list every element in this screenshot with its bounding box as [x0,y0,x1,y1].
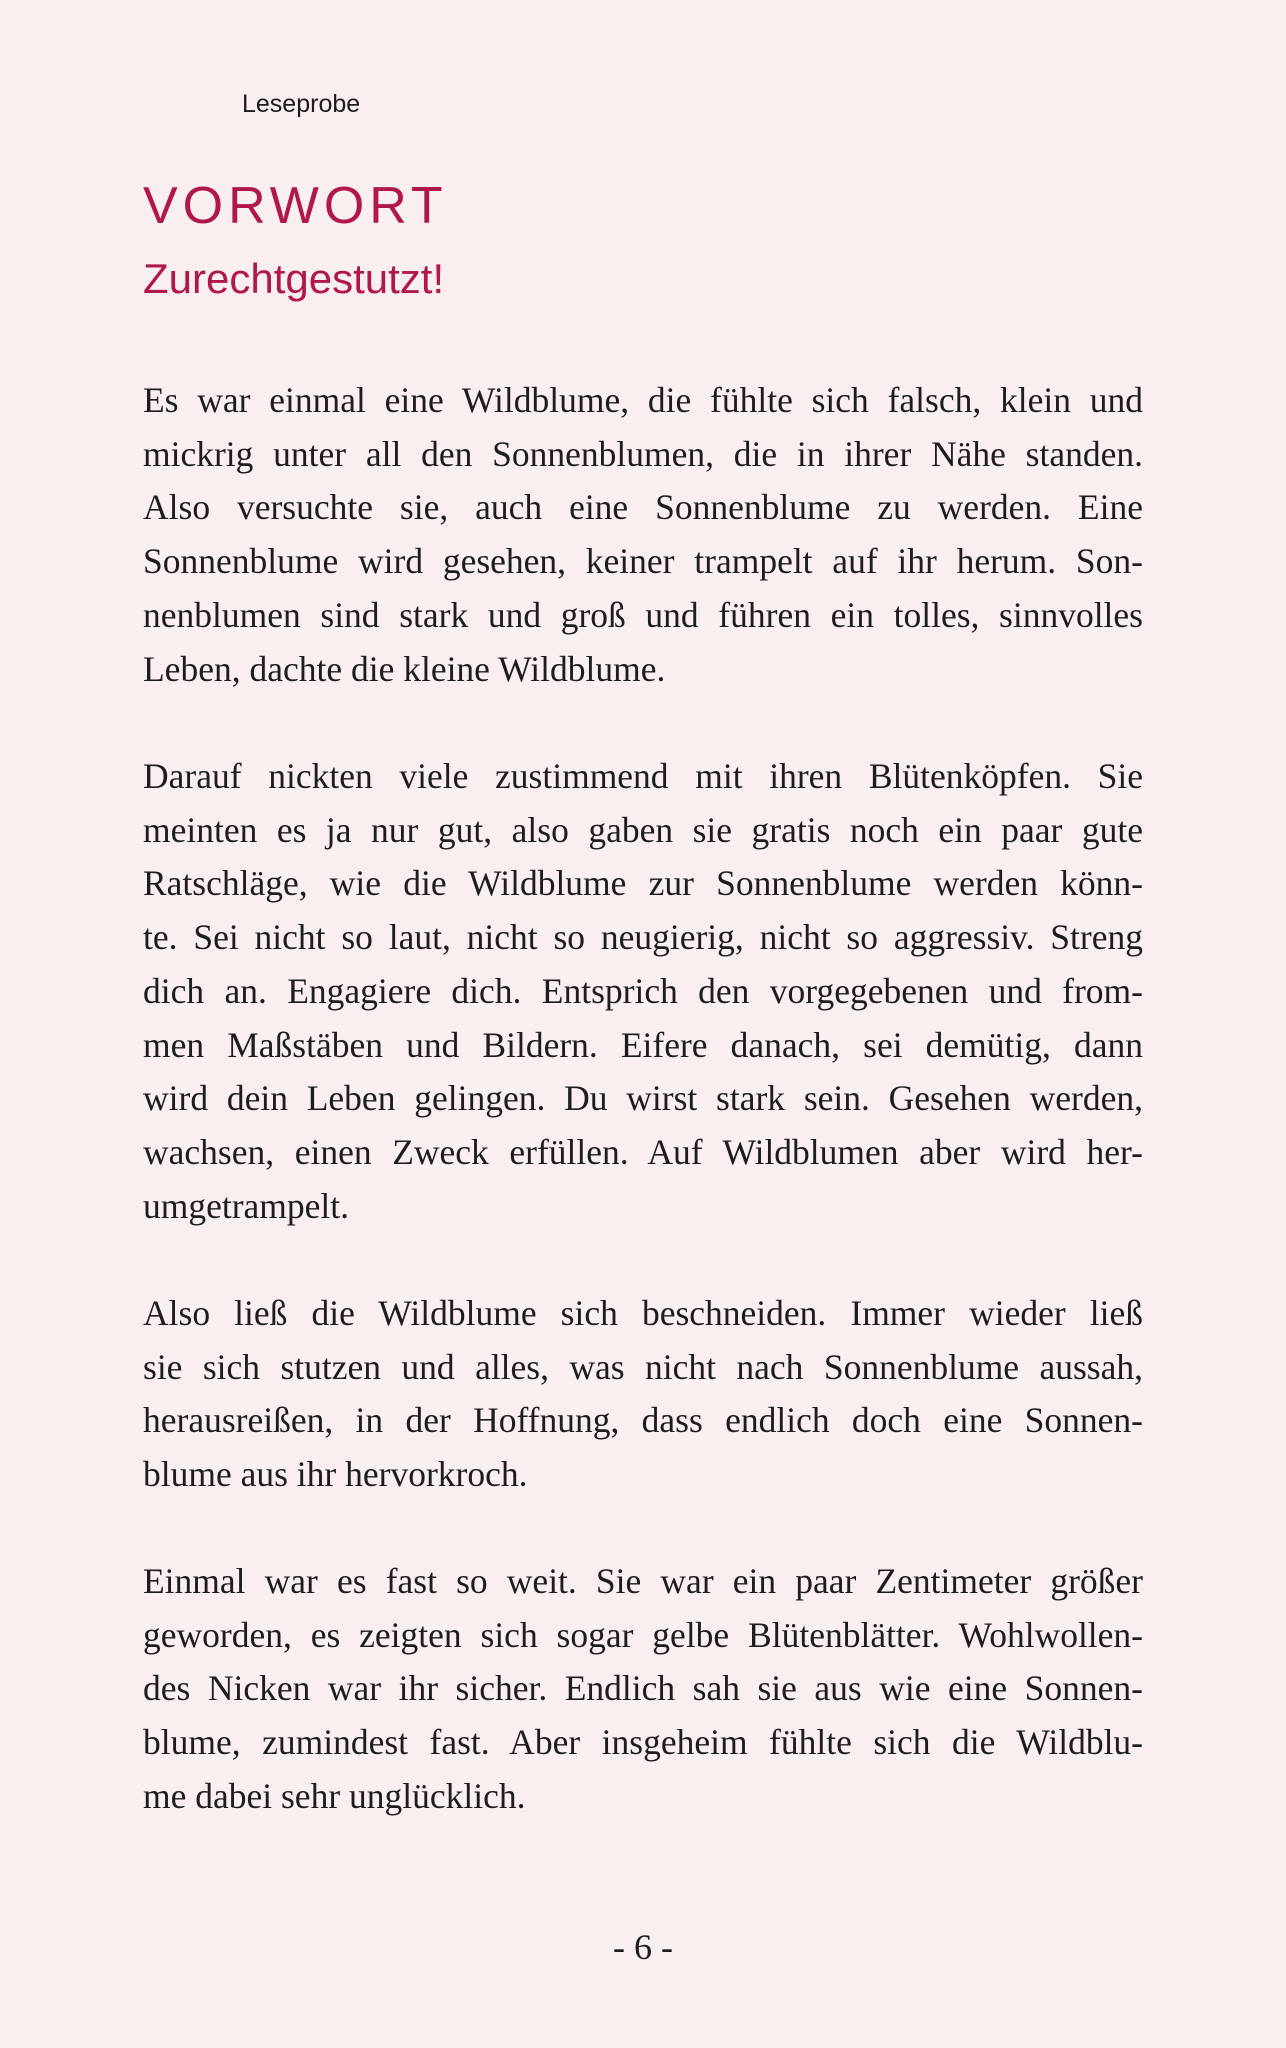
chapter-title: VORWORT [143,177,448,235]
text-line: wird dein Leben gelingen. Du wirst stark sein. Gesehen werden, [143,1078,1143,1119]
text-line: blume aus ihr hervorkroch. [143,1454,528,1495]
paragraph-3 [143,1287,1143,1502]
text-line: geworden, es zeigten sich sogar gelbe Blütenblätter. Wohlwollen- [143,1614,1143,1655]
text-line: Also versuchte sie, auch eine Sonnenblume zu werden. Eine [143,487,1143,528]
text-line: me dabei sehr unglücklich. [143,1775,526,1816]
page-header-label: Leseprobe [242,90,361,118]
text-line: dich an. Engagiere dich. Entsprich den vorgegebenen und from- [143,970,1143,1011]
text-line: des Nicken war ihr sicher. Endlich sah sie aus wie eine Sonnen- [143,1668,1143,1709]
text-line: mickrig unter all den Sonnenblumen, die in ihrer Nähe standen. [143,433,1143,474]
paragraph-1 [143,374,1143,696]
text-line: meinten es ja nur gut, also gaben sie gratis noch ein paar gute [143,809,1143,850]
text-line: Ratschläge, wie die Wildblume zur Sonnenblume werden könn- [143,863,1143,904]
text-line: Darauf nickten viele zustimmend mit ihren Blütenköpfen. Sie [143,756,1143,796]
text-line: Also ließ die Wildblume sich beschneiden. Immer wieder ließ [143,1293,1143,1333]
text-line: blume, zumindest fast. Aber insgeheim fühlte sich die Wildblu- [143,1722,1143,1763]
text-line: Leben, dachte die kleine Wildblume. [143,648,666,689]
text-line: Sonnenblume wird gesehen, keiner trampelt auf ihr herum. Son- [143,541,1143,582]
paragraph-2 [143,750,1143,1233]
chapter-subtitle: Zurechtgestutzt! [143,255,445,302]
text-line: sie sich stutzen und alles, was nicht nach Sonnenblume aussah, [143,1346,1143,1387]
text-line: Einmal war es fast so weit. Sie war ein paar Zentimeter größer [143,1561,1143,1601]
page-number: - 6 - [613,1927,673,1967]
text-line: men Maßstäben und Bildern. Eifere danach, sei demütig, dann [143,1024,1143,1065]
text-line: wachsen, einen Zweck erfüllen. Auf Wildblumen aber wird her- [143,1131,1143,1172]
text-line: te. Sei nicht so laut, nicht so neugierig, nicht so aggressiv. Streng [143,917,1143,958]
text-line: umgetrampelt. [143,1185,350,1226]
text-line: nenblumen sind stark und groß und führen ein tolles, sinnvolles [143,594,1143,635]
text-line: herausreißen, in der Hoffnung, dass endlich doch eine Sonnen- [143,1400,1143,1441]
text-line: Es war einmal eine Wildblume, die fühlte sich falsch, klein und [143,380,1143,420]
paragraph-4 [143,1555,1143,1824]
